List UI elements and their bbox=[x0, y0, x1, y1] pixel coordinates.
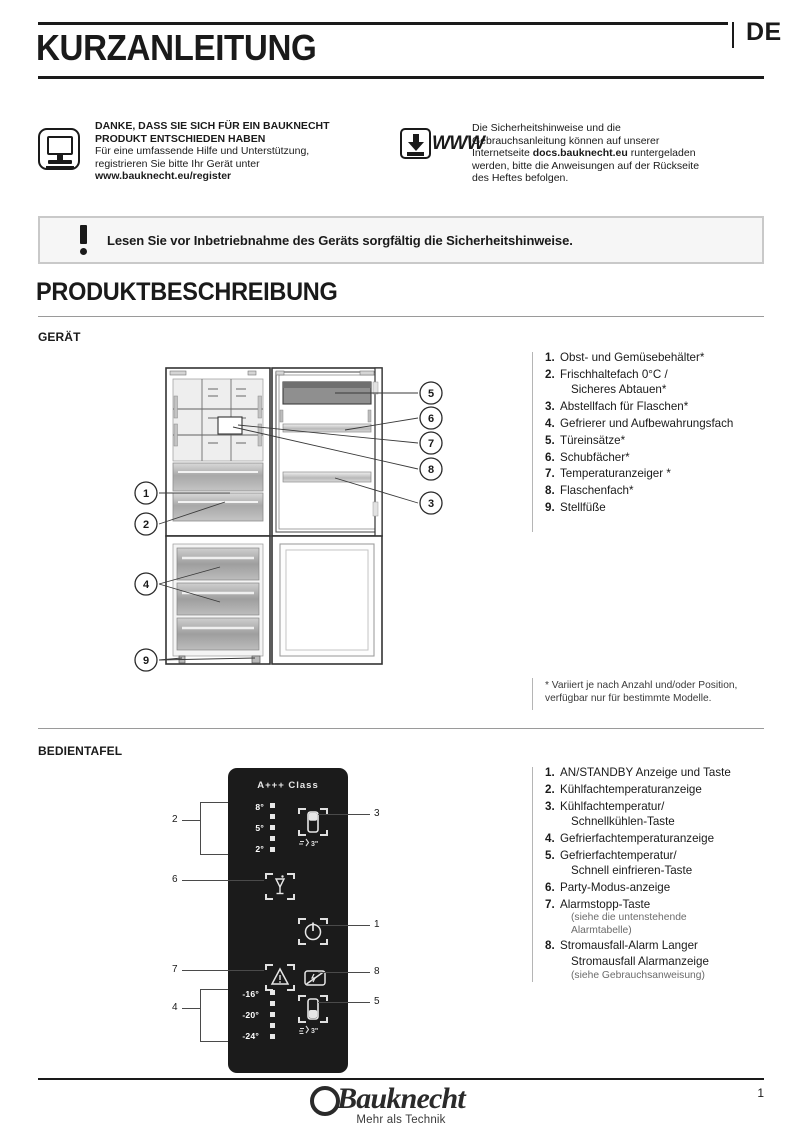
appliance-legend-text: Schubfächer* bbox=[560, 450, 630, 464]
panel-leader-3 bbox=[318, 814, 370, 815]
panel-callout-6: 6 bbox=[172, 874, 178, 885]
control-panel-legend-note: Alarmtabelle) bbox=[571, 924, 632, 936]
panel-leader-4 bbox=[182, 1008, 200, 1009]
panel-bracket-2 bbox=[200, 802, 201, 854]
registration-info-block bbox=[38, 120, 393, 183]
download-www-icon bbox=[400, 128, 484, 159]
logo-wordmark bbox=[337, 1082, 465, 1116]
control-panel-legend-item bbox=[545, 799, 795, 830]
freezer-led-1 bbox=[270, 990, 275, 995]
panel-bracket-4-bottom bbox=[200, 1041, 228, 1042]
control-panel-legend-number: 3. bbox=[545, 799, 555, 813]
safety-warning-text: Lesen Sie vor Inbetriebnahme des Geräts sorgfältig die Sicherheitshinweise. bbox=[107, 232, 573, 248]
download-info-block bbox=[400, 120, 764, 185]
fridge-fast-cool-icon[interactable] bbox=[298, 808, 328, 836]
appliance-legend-divider bbox=[532, 352, 533, 532]
panel-bracket-2-top bbox=[200, 802, 228, 803]
language-separator bbox=[732, 22, 734, 48]
docs-link[interactable]: docs.bauknecht.eu bbox=[532, 147, 628, 160]
freezer-temp-label-20: -20° bbox=[242, 1010, 259, 1020]
subsection-control-panel: BEDIENTAFEL bbox=[38, 744, 123, 758]
download-line3-post: runtergeladen bbox=[627, 147, 696, 160]
control-panel-legend-note: (siehe Gebrauchsanweisung) bbox=[571, 969, 705, 981]
download-line2: Gebrauchsanleitung können auf unserer bbox=[472, 134, 660, 147]
panel-bracket-4-top bbox=[200, 989, 228, 990]
appliance-legend-number: 4. bbox=[545, 416, 555, 430]
control-panel-legend-list bbox=[545, 765, 795, 983]
control-panel-legend-note: (siehe die untenstehende bbox=[571, 912, 687, 924]
page-title: KURZANLEITUNG bbox=[36, 27, 317, 68]
subsection-appliance: GERÄT bbox=[38, 330, 81, 344]
fridge-led-3 bbox=[270, 825, 275, 830]
registration-heading-line2: PRODUKT ENTSCHIEDEN HABEN bbox=[95, 132, 266, 145]
appliance-legend-number: 9. bbox=[545, 500, 555, 514]
appliance-legend-text: Stellfüße bbox=[560, 500, 606, 514]
exclamation-icon bbox=[77, 225, 91, 255]
appliance-callout-1: 1 bbox=[142, 488, 150, 500]
control-panel-legend-number: 5. bbox=[545, 848, 555, 862]
fridge-temp-label-8: 8° bbox=[255, 802, 264, 812]
appliance-callout-7: 7 bbox=[427, 438, 435, 450]
appliance-callout-9: 9 bbox=[142, 655, 150, 667]
appliance-legend-list bbox=[545, 350, 790, 517]
appliance-legend-text: Gefrierer und Aufbewahrungsfach bbox=[560, 416, 734, 430]
header-bottom-rule bbox=[38, 76, 764, 79]
appliance-legend-item bbox=[545, 367, 790, 398]
registration-link[interactable]: www.bauknecht.eu/register bbox=[95, 170, 232, 183]
appliance-legend-number: 6. bbox=[545, 450, 555, 464]
download-line3 bbox=[472, 147, 764, 160]
section-rule-control-panel bbox=[38, 728, 764, 729]
panel-bracket-4 bbox=[200, 989, 201, 1041]
appliance-legend-text: Obst- und Gemüsebehälter* bbox=[560, 351, 705, 364]
registration-body-line2: registrieren Sie bitte Ihr Gerät unter bbox=[95, 157, 260, 170]
appliance-legend-text: Flaschenfach* bbox=[560, 484, 634, 498]
panel-callout-4: 4 bbox=[172, 1002, 178, 1013]
fridge-temp-label-5: 5° bbox=[255, 823, 264, 833]
header-top-rule bbox=[38, 22, 728, 25]
panel-callout-3: 3 bbox=[374, 808, 380, 819]
freezer-fast-freeze-icon[interactable] bbox=[298, 995, 328, 1023]
registration-info-text bbox=[95, 120, 393, 183]
footer-rule bbox=[38, 1078, 764, 1080]
panel-leader-6 bbox=[182, 880, 264, 881]
panel-callout-7: 7 bbox=[172, 964, 178, 975]
panel-leader-8 bbox=[318, 972, 370, 973]
download-line4: werden, bitte die Anweisungen auf der Rückseite bbox=[472, 159, 700, 172]
control-panel-legend-number: 7. bbox=[545, 897, 555, 911]
logo-ring-icon bbox=[310, 1086, 340, 1116]
appliance-legend-text: Türeinsätze* bbox=[560, 433, 626, 447]
panel-callout-2: 2 bbox=[172, 814, 178, 825]
fridge-led-5 bbox=[270, 847, 275, 852]
freezer-fast-freeze-sublabel: 3" bbox=[298, 1025, 318, 1035]
logo-text: Bauknecht bbox=[337, 1082, 465, 1115]
control-panel-legend-text: AN/STANDBY Anzeige und Taste bbox=[560, 766, 731, 779]
appliance-legend-item bbox=[545, 433, 790, 449]
intro-info-row bbox=[38, 120, 764, 195]
control-panel-legend-text: Kühlfachtemperatur/ Schnellkühlen-Taste bbox=[560, 799, 795, 830]
appliance-callout-3: 3 bbox=[427, 498, 435, 510]
freezer-led-3 bbox=[270, 1012, 275, 1017]
control-panel-legend-item bbox=[545, 938, 795, 982]
panel-bracket-2-bottom bbox=[200, 854, 228, 855]
control-panel-legend-text: Alarmstopp-Taste (siehe die untenstehende Alarmtabelle) bbox=[560, 897, 795, 937]
panel-leader-1 bbox=[318, 925, 370, 926]
appliance-legend-number: 3. bbox=[545, 400, 555, 414]
brand-logo bbox=[0, 1082, 802, 1126]
control-panel-legend-number: 2. bbox=[545, 782, 555, 796]
freezer-led-2 bbox=[270, 1001, 275, 1006]
cocktail-glass-icon[interactable] bbox=[265, 873, 295, 900]
control-panel-legend-number: 8. bbox=[545, 939, 555, 953]
appliance-legend-number: 5. bbox=[545, 433, 555, 447]
control-panel-legend-divider bbox=[532, 767, 533, 982]
page-number: 1 bbox=[757, 1086, 764, 1100]
appliance-footnote-line1: * Variiert je nach Anzahl und/oder Position, bbox=[545, 680, 738, 691]
control-panel-legend-item bbox=[545, 848, 795, 879]
appliance-diagram bbox=[130, 362, 470, 702]
control-panel-legend-item bbox=[545, 765, 795, 781]
warning-triangle-icon[interactable] bbox=[265, 964, 295, 991]
appliance-legend-item bbox=[545, 500, 790, 516]
appliance-footnote bbox=[545, 680, 795, 705]
appliance-legend-text: Abstellfach für Flaschen* bbox=[560, 400, 689, 414]
fridge-temp-label-2: 2° bbox=[255, 844, 264, 854]
appliance-callout-8: 8 bbox=[427, 464, 435, 476]
control-panel-diagram bbox=[150, 762, 480, 1082]
fridge-led-1 bbox=[270, 803, 275, 808]
freezer-led-5 bbox=[270, 1034, 275, 1039]
control-panel-legend-number: 4. bbox=[545, 831, 555, 845]
control-panel-legend-number: 6. bbox=[545, 881, 555, 895]
appliance-legend-text-cont: Sicheres Abtauen* bbox=[571, 383, 667, 397]
panel-callout-5: 5 bbox=[374, 996, 380, 1007]
appliance-legend-item bbox=[545, 466, 790, 482]
registration-heading-line1: DANKE, DASS SIE SICH FÜR EIN BAUKNECHT bbox=[95, 120, 330, 132]
appliance-legend-item bbox=[545, 399, 790, 415]
appliance-legend-item bbox=[545, 450, 790, 466]
appliance-callout-6: 6 bbox=[427, 413, 435, 425]
appliance-legend-number: 8. bbox=[545, 484, 555, 498]
www-label: WWW bbox=[432, 132, 485, 154]
appliance-callout-5: 5 bbox=[427, 388, 435, 400]
section-rule-product bbox=[38, 316, 764, 317]
power-icon[interactable] bbox=[298, 918, 328, 945]
panel-leader-7 bbox=[182, 970, 264, 971]
appliance-callout-4: 4 bbox=[142, 579, 150, 591]
control-panel-legend-text: Kühlfachtemperaturanzeige bbox=[560, 782, 702, 796]
appliance-legend-item bbox=[545, 416, 790, 432]
freezer-temp-label-16: -16° bbox=[242, 989, 259, 999]
control-panel-legend-item bbox=[545, 897, 795, 937]
registration-body-line1: Für eine umfassende Hilfe und Unterstützung, bbox=[95, 145, 310, 158]
appliance-legend-item bbox=[545, 350, 790, 366]
appliance-legend-number: 2. bbox=[545, 367, 555, 381]
panel-callout-1: 1 bbox=[374, 919, 380, 930]
appliance-legend-text: Frischhaltefach 0°C / Sicheres Abtauen* bbox=[560, 367, 790, 398]
section-title-product-description: PRODUKTBESCHREIBUNG bbox=[36, 278, 338, 306]
control-panel-legend-text-cont: Schnell einfrieren-Taste bbox=[571, 864, 693, 878]
appliance-legend-number: 7. bbox=[545, 467, 555, 481]
appliance-legend-number: 1. bbox=[545, 351, 555, 364]
language-code: DE bbox=[746, 18, 782, 46]
control-panel-legend-item bbox=[545, 831, 795, 847]
safety-warning-banner bbox=[38, 216, 764, 264]
panel-leader-5 bbox=[318, 1002, 370, 1003]
appliance-legend-text: Temperaturanzeiger * bbox=[560, 467, 671, 481]
appliance-legend-item bbox=[545, 483, 790, 499]
freezer-temp-label-24: -24° bbox=[242, 1031, 259, 1041]
panel-callout-8: 8 bbox=[374, 966, 380, 977]
appliance-callout-2: 2 bbox=[142, 519, 150, 531]
control-panel-legend-text: Party-Modus-anzeige bbox=[560, 881, 671, 895]
appliance-footnote-line2: verfügbar nur für bestimmte Modelle. bbox=[545, 692, 712, 704]
control-panel-legend-text: Gefrierfachtemperatur/ Schnell einfrieren-Taste bbox=[560, 848, 795, 879]
download-line1: Die Sicherheitshinweise und die bbox=[472, 122, 621, 134]
control-panel-legend-number: 1. bbox=[545, 766, 555, 779]
control-panel-legend-item bbox=[545, 782, 795, 798]
energy-class-label: A+++ Class bbox=[257, 780, 319, 791]
fridge-led-2 bbox=[270, 814, 275, 819]
control-panel-legend-item bbox=[545, 880, 795, 896]
freezer-led-4 bbox=[270, 1023, 275, 1028]
control-panel-legend-text: Stromausfall-Alarm Langer Stromausfall Alarmanzeige (siehe Gebrauchsanweisung) bbox=[560, 938, 795, 982]
panel-leader-2 bbox=[182, 820, 200, 821]
logo-tagline: Mehr als Technik bbox=[356, 1114, 446, 1126]
download-info-text bbox=[472, 120, 764, 185]
fridge-led-4 bbox=[270, 836, 275, 841]
fridge-fast-cool-sublabel: 3" bbox=[298, 838, 318, 848]
monitor-icon bbox=[38, 128, 80, 170]
download-line3-pre: Internetseite bbox=[472, 147, 533, 160]
control-panel-legend-text: Gefrierfachtemperaturanzeige bbox=[560, 831, 715, 845]
control-panel-legend-text-cont: Stromausfall Alarmanzeige bbox=[571, 955, 709, 969]
download-line5: des Heftes befolgen. bbox=[472, 172, 569, 185]
control-panel-legend-text-cont: Schnellkühlen-Taste bbox=[571, 815, 675, 829]
